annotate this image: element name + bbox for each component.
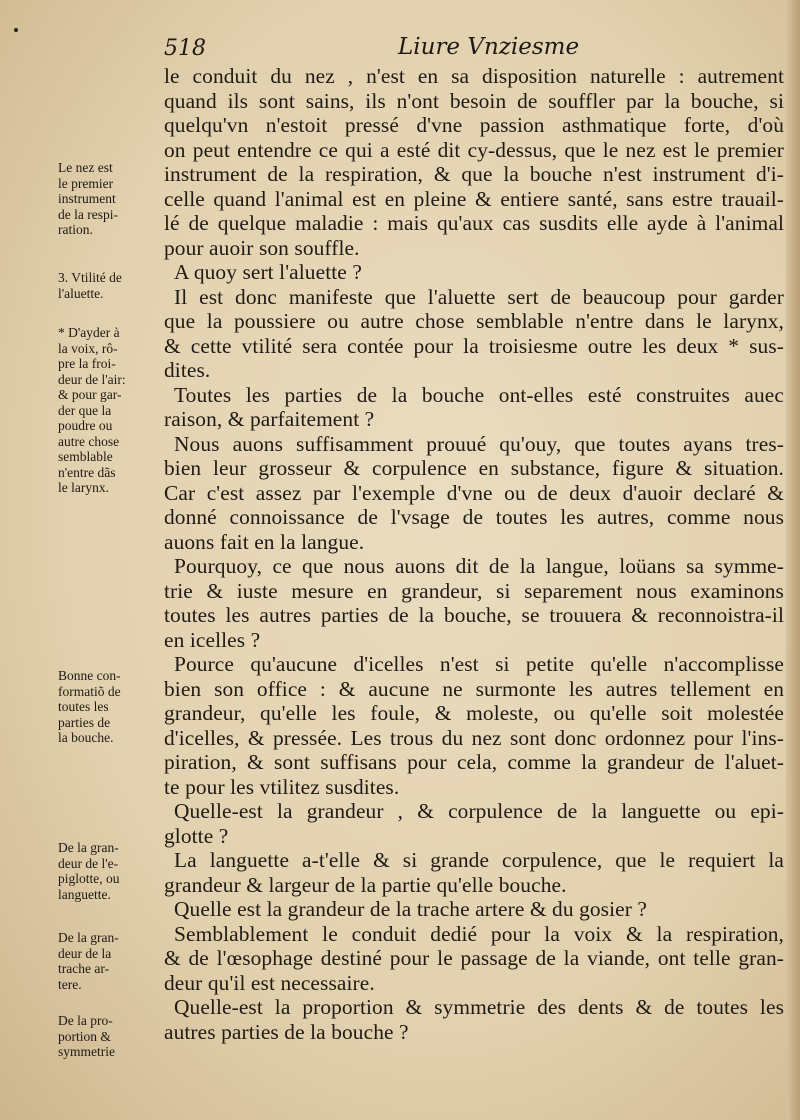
margin-note: [58, 1013, 158, 1060]
margin-note-line: & pour gar-: [58, 387, 122, 402]
text-line: en icelles ?: [164, 627, 261, 652]
margin-note-line: n'entre dãs: [58, 464, 116, 480]
question-line: Pourquoy, ce que nous auons dit de la langue, loüans sa symme-: [174, 554, 784, 578]
margin-note-line: De la gran-: [58, 930, 119, 945]
text-line: quand ils sont sains, ils n'ont besoin de souffler par la bouche, si: [164, 88, 784, 113]
page-edge: [786, 0, 800, 1120]
margin-note-line: Bonne con-: [58, 668, 121, 683]
margin-note: [58, 668, 158, 746]
margin-note-line: l'aluette.: [58, 285, 104, 301]
margin-note-line: symmetrie: [58, 1044, 115, 1059]
text-line: d'icelles, & pressée. Les trous du nez sont donc ordonnez pour l'ins-: [164, 725, 784, 750]
margin-note-line: portion &: [58, 1028, 111, 1044]
margin-note: [58, 930, 158, 992]
page-number: 518: [164, 36, 206, 61]
text-line: pour auoir son souffle.: [164, 235, 360, 260]
ink-speck: [14, 28, 18, 32]
margin-note-line: semblable: [58, 449, 113, 464]
margin-note-line: toutes les: [58, 699, 109, 714]
text-line: grandeur & largeur de la partie qu'elle bouche.: [164, 872, 567, 897]
running-head: Liure Vnziesme: [398, 34, 580, 60]
text-line: bien son office : & aucune ne surmonte les autres tellement en: [164, 676, 784, 701]
text-line: te pour les vtilitez susdites.: [164, 774, 400, 799]
text-line: instrument de la respiration, & que la bouche n'est instrument d'i-: [164, 162, 784, 186]
text-line: donné connoissance de l'vsage de toutes les autres, comme nous: [164, 505, 784, 529]
text-line: piration, & sont suffisans pour cela, comme la grandeur de l'aluet-: [164, 750, 784, 774]
text-line: on peut entendre ce qui a esté dit cy-dessus, que le nez est le premier: [164, 137, 784, 162]
margin-note: [58, 325, 158, 496]
text-line: & de l'œsophage destiné pour le passage de la viande, ont telle gran-: [164, 946, 784, 970]
text-line: glotte ?: [164, 823, 229, 848]
text-line: autres parties de la bouche ?: [164, 1019, 409, 1044]
margin-note-line: 3. Vtilité de: [58, 270, 122, 285]
margin-note-line: deur de l'air:: [58, 371, 126, 387]
margin-note-line: ration.: [58, 222, 93, 237]
margin-note-line: instrument: [58, 191, 116, 206]
margin-note-line: la voix, rô-: [58, 340, 118, 356]
text-line: grandeur, qu'elle les foule, & moleste, ou qu'elle soit molestée: [164, 701, 784, 725]
text-line: dites.: [164, 358, 211, 382]
margin-note-line: deur de l'e-: [58, 855, 119, 871]
text-line: Semblablement le conduit dedié pour la voix & la respiration,: [174, 921, 784, 946]
text-line: trie & iuste mesure en grandeur, si separement nous examinons: [164, 578, 784, 603]
margin-note-line: de la respi-: [58, 206, 118, 222]
margin-note-line: la bouche.: [58, 730, 114, 745]
margin-note-line: autre chose: [58, 433, 120, 449]
margin-note-line: formatiõ de: [58, 683, 121, 699]
margin-note-line: parties de: [58, 714, 111, 730]
body-text: [164, 64, 784, 1044]
text-line: que la poussiere ou autre chose semblable n'entre dans le larynx,: [164, 309, 784, 333]
text-line: Car c'est assez par l'exemple d'vne ou de deux d'auoir declaré &: [164, 480, 784, 505]
margin-note-line: Le nez est: [58, 160, 113, 175]
margin-note-line: der que la: [58, 402, 112, 418]
margin-note-line: trache ar-: [58, 961, 110, 976]
text-line: raison, & parfaitement ?: [164, 407, 375, 431]
margin-note-line: le larynx.: [58, 480, 109, 495]
text-line: deur qu'il est necessaire.: [164, 970, 375, 995]
text-line: toutes les autres parties de la bouche, se trouuera & reconnoistra-il: [164, 603, 784, 627]
margin-note-line: languette.: [58, 886, 111, 902]
question-line: Toutes les parties de la bouche ont-elles esté construites auec: [174, 382, 784, 407]
text-line: La languette a-t'elle & si grande corpulence, que le requiert la: [174, 848, 784, 872]
margin-note-line: De la pro-: [58, 1013, 113, 1028]
text-line: quelqu'vn n'estoit pressé d'vne passion asthmatique forte, d'où: [164, 113, 784, 137]
question-line: Quelle-est la grandeur , & corpulence de la languette ou epi-: [174, 799, 784, 823]
question-line: A quoy sert l'aluette ?: [174, 260, 362, 284]
text-line: bien leur grosseur & corpulence en substance, figure & situation.: [164, 456, 784, 480]
text-line: auons fait en la langue.: [164, 529, 365, 554]
margin-note-line: le premier: [58, 175, 114, 191]
text-line: Pource qu'aucune d'icelles n'est si petite qu'elle n'accomplisse: [174, 652, 784, 676]
text-line: le conduit du nez , n'est en sa disposition naturelle : autrement: [164, 64, 784, 88]
margin-note-line: * D'ayder à: [58, 325, 120, 340]
margin-note-line: pre la froi-: [58, 356, 116, 371]
margin-note: [58, 160, 158, 238]
margin-note: [58, 840, 158, 902]
margin-note-line: piglotte, ou: [58, 871, 120, 886]
page-header: [164, 32, 580, 66]
question-line: Quelle est la grandeur de la trache artere & du gosier ?: [174, 897, 647, 921]
margin-note-line: poudre ou: [58, 418, 113, 433]
text-line: lé de quelque maladie : mais qu'aux cas susdits elle ayde à l'animal: [164, 211, 784, 235]
text-line: Nous auons suffisamment prouué qu'ouy, que toutes ayans tres-: [174, 431, 784, 456]
text-line: celle quand l'animal est en pleine & entiere santé, sans estre trauail-: [164, 186, 784, 211]
text-line: & cette vtilité sera contée pour la troisiesme outre les deux * sus-: [164, 333, 784, 358]
margin-note-line: deur de la: [58, 945, 112, 961]
margin-note-line: De la gran-: [58, 840, 119, 855]
text-line: Il est donc manifeste que l'aluette sert de beaucoup pour garder: [174, 284, 784, 309]
margin-note: [58, 270, 158, 301]
margin-note-line: tere.: [58, 976, 82, 992]
question-line: Quelle-est la proportion & symmetrie des dents & de toutes les: [174, 995, 784, 1019]
